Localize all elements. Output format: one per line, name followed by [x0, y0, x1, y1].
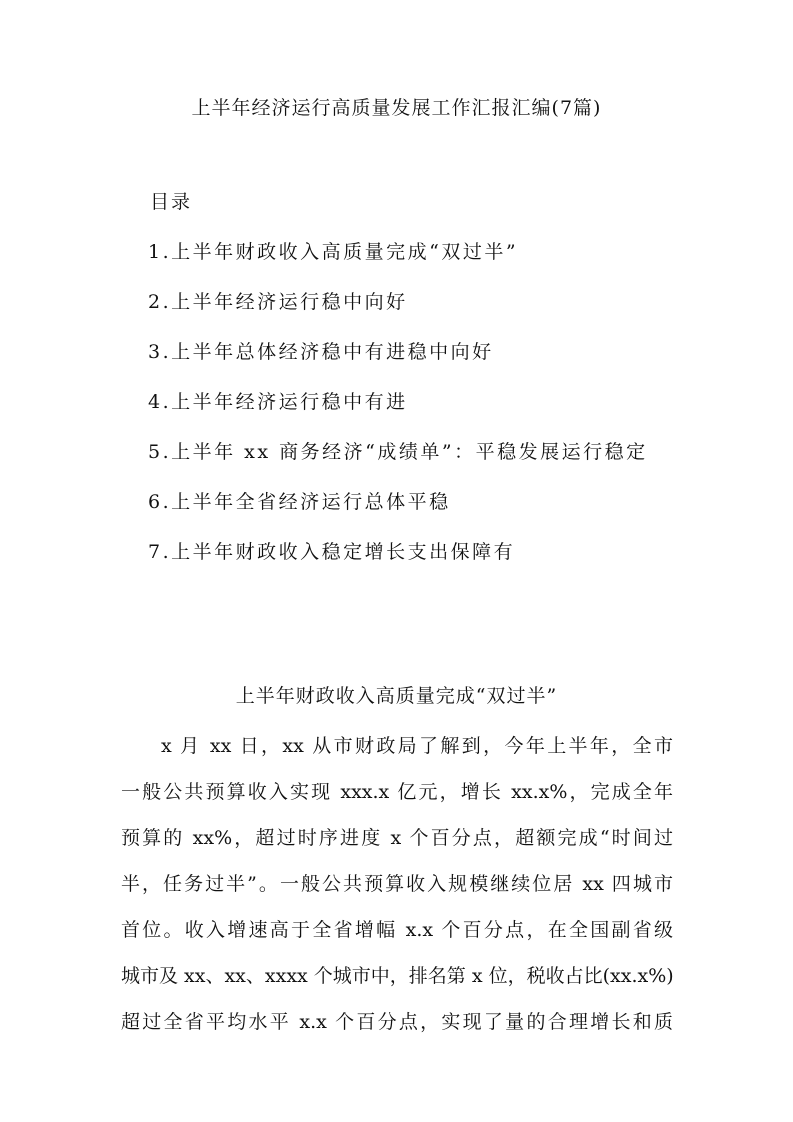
- body-line-4: 半，任务过半”。一般公共预算收入规模继续位居 xx 四城市: [121, 873, 673, 895]
- body-line-1: x 月 xx 日，xx 从市财政局了解到，今年上半年，全市: [161, 735, 673, 757]
- body-line-6: 城市及 xx、xx、xxxx 个城市中，排名第 x 位，税收占比(xx.x%): [121, 965, 674, 987]
- document-title: 上半年经济运行高质量发展工作汇报汇编(7篇): [191, 97, 602, 119]
- toc-list: [148, 238, 648, 588]
- toc-item-2[interactable]: 2.上半年经济运行稳中向好: [148, 291, 408, 313]
- body-line-2: 一般公共预算收入实现 xxx.x 亿元，增长 xx.x%，完成全年: [121, 781, 673, 803]
- toc-heading: 目录: [150, 191, 193, 213]
- body-line-3: 预算的 xx%，超过时序进度 x 个百分点，超额完成“时间过: [121, 827, 673, 849]
- body-line-5: 首位。收入增速高于全省增幅 x.x 个百分点，在全国副省级: [121, 919, 673, 941]
- toc-item-5[interactable]: 5.上半年 xx 商务经济“成绩单”：平稳发展运行稳定: [148, 441, 648, 463]
- body-paragraph: [121, 732, 673, 1054]
- body-line-7: 超过全省平均水平 x.x 个百分点，实现了量的合理增长和质: [121, 1011, 673, 1033]
- toc-item-1[interactable]: 1.上半年财政收入高质量完成“双过半”: [148, 241, 519, 263]
- toc-item-3[interactable]: 3.上半年总体经济稳中有进稳中向好: [148, 341, 494, 363]
- section-title: 上半年财政收入高质量完成“双过半”: [235, 685, 558, 707]
- toc-item-4[interactable]: 4.上半年经济运行稳中有进: [148, 391, 408, 413]
- toc-item-7[interactable]: 7.上半年财政收入稳定增长支出保障有: [148, 541, 516, 563]
- toc-item-6[interactable]: 6.上半年全省经济运行总体平稳: [148, 491, 451, 513]
